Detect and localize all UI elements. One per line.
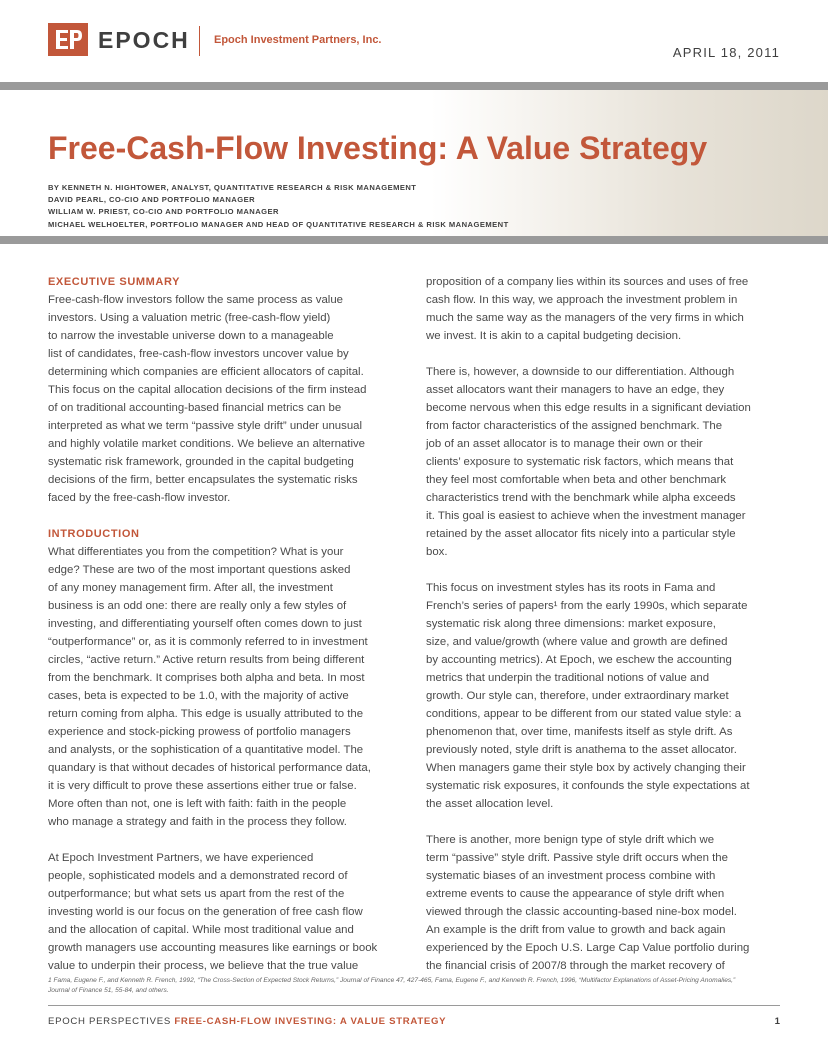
text-line: This focus on investment styles has its roots in Fama and (426, 582, 716, 594)
paragraph-gap (426, 561, 782, 579)
publication-date: APRIL 18, 2011 (672, 45, 780, 60)
text-line: by accounting metrics). At Epoch, we eschew the accounting (426, 654, 732, 666)
text-line: An example is the drift from value to growth and back again (426, 924, 726, 936)
text-line: French’s series of papers¹ from the early 1990s, which separate (426, 600, 748, 612)
company-name: Epoch Investment Partners, Inc. (214, 34, 382, 46)
text-line: of on traditional accounting-based financial metrics can be (48, 402, 342, 414)
text-line: to narrow the investable universe down to a manageable (48, 330, 334, 342)
introduction-paragraph (48, 543, 404, 831)
text-line: metrics that underpin the traditional notions of value and (426, 672, 710, 684)
text-line: clients’ exposure to systematic risk factors, which means that (426, 456, 734, 468)
text-line: and the allocation of capital. While most traditional value and (48, 924, 354, 936)
text-line: they feel most comfortable when beta and other benchmark (426, 474, 727, 486)
text-line: At Epoch Investment Partners, we have experienced (48, 852, 314, 864)
text-line: experienced by the Epoch U.S. Large Cap Value portfolio during (426, 942, 750, 954)
text-line: When managers game their style box by actively changing their (426, 762, 746, 774)
footer-series: EPOCH PERSPECTIVES (48, 1016, 171, 1027)
text-line: from the benchmark. It comprises both alpha and beta. In most (48, 672, 365, 684)
text-line: list of candidates, free-cash-flow investors uncover value by (48, 348, 349, 360)
text-line: There is, however, a downside to our differentiation. Although (426, 366, 735, 378)
text-line: 1 Fama, Eugene F., and Kenneth R. French, 1992, “The Cross-Section of Expected Stock Returns,” Journal of Finance 47, 427-465, Fama, Eugene F., and Kenneth R. French, 1996, “Multifactor Explanations of Asset-Pricing Anomalies,” (48, 977, 736, 984)
author-line: WILLIAM W. PRIEST, CO-CIO AND PORTFOLIO MANAGER (48, 207, 279, 217)
text-line: circles, “active return.” Active return results from being different (48, 654, 365, 666)
footer-doc-title: FREE-CASH-FLOW INVESTING: A VALUE STRATEGY (174, 1016, 447, 1027)
text-line: decisions of the firm, better encapsulates the systematic risks (48, 474, 358, 486)
author-line: DAVID PEARL, CO-CIO AND PORTFOLIO MANAGER (48, 195, 256, 205)
investment-styles-paragraph (426, 579, 782, 813)
text-line: value to underpin their process, we believe that the true value (48, 960, 359, 972)
text-line: faced by the free-cash-flow investor. (48, 492, 231, 504)
text-line: of any money management firm. After all, the investment (48, 582, 333, 594)
text-line: “outperformance” or, as it is commonly referred to in investment (48, 636, 368, 648)
text-line: More often than not, one is left with faith: faith in the people (48, 798, 347, 810)
text-line: systematic risk framework, grounded in the capital budgeting (48, 456, 354, 468)
text-line: systematic risk exposures, it confounds the style expectations at (426, 780, 750, 792)
text-line: and analysts, or the sophistication of a quantitative model. The (48, 744, 364, 756)
text-line: growth. Our style can, therefore, under extraordinary market (426, 690, 729, 702)
text-line: extreme events to cause the appearance of style drift when (426, 888, 725, 900)
page-header (0, 0, 828, 82)
logo-wordmark: EPOCH (98, 27, 190, 53)
introduction-heading: INTRODUCTION (48, 528, 140, 540)
text-line: the financial crisis of 2007/8 through the market recovery of (426, 960, 725, 972)
text-line: growth managers use accounting measures like earnings or book (48, 942, 378, 954)
text-line: This focus on the capital allocation decisions of the firm instead (48, 384, 367, 396)
text-line: proposition of a company lies within its sources and uses of free (426, 276, 749, 288)
executive-summary-heading: EXECUTIVE SUMMARY (48, 276, 181, 288)
text-line: term “passive” style drift. Passive style drift occurs when the (426, 852, 728, 864)
author-line: BY KENNETH N. HIGHTOWER, ANALYST, QUANTITATIVE RESEARCH & RISK MANAGEMENT (48, 183, 417, 192)
text-line: it is very difficult to prove these assertions either true or false. (48, 780, 357, 792)
document-title: Free-Cash-Flow Investing: A Value Strategy (48, 130, 708, 166)
text-line: become nervous when this edge results in a significant deviation (426, 402, 751, 414)
title-band-top-rule (0, 82, 828, 90)
paragraph-gap (426, 813, 782, 831)
footer-rule (48, 1005, 780, 1006)
paragraph-gap (48, 507, 404, 525)
text-line: What differentiates you from the competition? What is your (48, 546, 344, 558)
text-line: size, and value/growth (where value and growth are defined (426, 636, 728, 648)
text-line: cases, beta is expected to be 1.0, with the majority of active (48, 690, 349, 702)
text-line: determining which companies are efficient allocators of capital. (48, 366, 364, 378)
paragraph-gap (426, 345, 782, 363)
text-line: people, sophisticated models and a demonstrated record of (48, 870, 348, 882)
right-column (426, 273, 782, 975)
text-line: investors. Using a valuation metric (free-cash-flow yield) (48, 312, 331, 324)
text-line: business is an odd one: there are really only a few styles of (48, 600, 347, 612)
author-list (48, 182, 509, 231)
text-line: There is another, more benign type of style drift which we (426, 834, 715, 846)
text-line: experience and stock-picking prowess of portfolio managers (48, 726, 351, 738)
text-line: the asset allocation level. (426, 798, 554, 810)
text-line: outperformance; but what sets us apart from the rest of the (48, 888, 345, 900)
author-line: MICHAEL WELHOELTER, PORTFOLIO MANAGER AND HEAD OF QUANTITATIVE RESEARCH & RISK MANAGEMENT (48, 219, 509, 229)
text-line: much the same way as the managers of the very firms in which (426, 312, 744, 324)
executive-summary-paragraph (48, 291, 404, 507)
text-line: characteristics trend with the benchmark while alpha exceeds (426, 492, 736, 504)
text-line: investing, and differentiating yourself often comes down to just (48, 618, 362, 630)
text-line: box. (426, 546, 448, 558)
text-line: conditions, appear to be different from our stated value style: a (426, 708, 742, 720)
text-line: viewed through the classic accounting-based nine-box model. (426, 906, 737, 918)
text-line: it. This goal is easiest to achieve when the investment manager (426, 510, 746, 522)
text-line: from factor characteristics of the assigned benchmark. The (426, 420, 723, 432)
text-line: cash flow. In this way, we approach the investment problem in (426, 294, 738, 306)
text-line: investing world is our focus on the generation of free cash flow (48, 906, 363, 918)
page-number: 1 (774, 1016, 780, 1027)
text-line: job of an asset allocator is to manage their own or their (426, 438, 703, 450)
epoch-logo-icon (48, 23, 88, 56)
value-proposition-paragraph (426, 273, 782, 345)
text-line: retained by the asset allocator fits nicely into a particular style (426, 528, 736, 540)
epoch-paragraph (48, 849, 404, 975)
left-column (48, 273, 404, 975)
logo-divider (199, 26, 200, 56)
text-line: asset allocators want their managers to have an edge, they (426, 384, 725, 396)
text-line: Journal of Finance 51, 55-84, and others. (48, 987, 169, 994)
text-line: who manage a strategy and faith in the process they follow. (48, 816, 347, 828)
text-line: Free-cash-flow investors follow the same process as value (48, 294, 344, 306)
footnote (48, 976, 788, 996)
title-band-bottom-rule (0, 236, 828, 244)
text-line: systematic biases of an investment process combine with (426, 870, 716, 882)
text-line: systematic risk along three dimensions: market exposure, (426, 618, 716, 630)
text-line: previously noted, style drift is anathema to the asset allocator. (426, 744, 737, 756)
text-line: edge? These are two of the most important questions asked (48, 564, 351, 576)
text-line: interpreted as what we term “passive style drift” under unusual (48, 420, 363, 432)
passive-style-drift-paragraph (426, 831, 782, 975)
text-line: and highly volatile market conditions. We believe an alternative (48, 438, 366, 450)
text-line: return coming from alpha. This edge is usually attributed to the (48, 708, 364, 720)
footer-title (48, 1016, 446, 1027)
text-line: phenomenon that, over time, manifests itself as style drift. As (426, 726, 733, 738)
paragraph-gap (48, 831, 404, 849)
text-line: quandary is that without decades of historical performance data, (48, 762, 371, 774)
text-line: we invest. It is akin to a capital budgeting decision. (426, 330, 682, 342)
differentiation-paragraph (426, 363, 782, 561)
